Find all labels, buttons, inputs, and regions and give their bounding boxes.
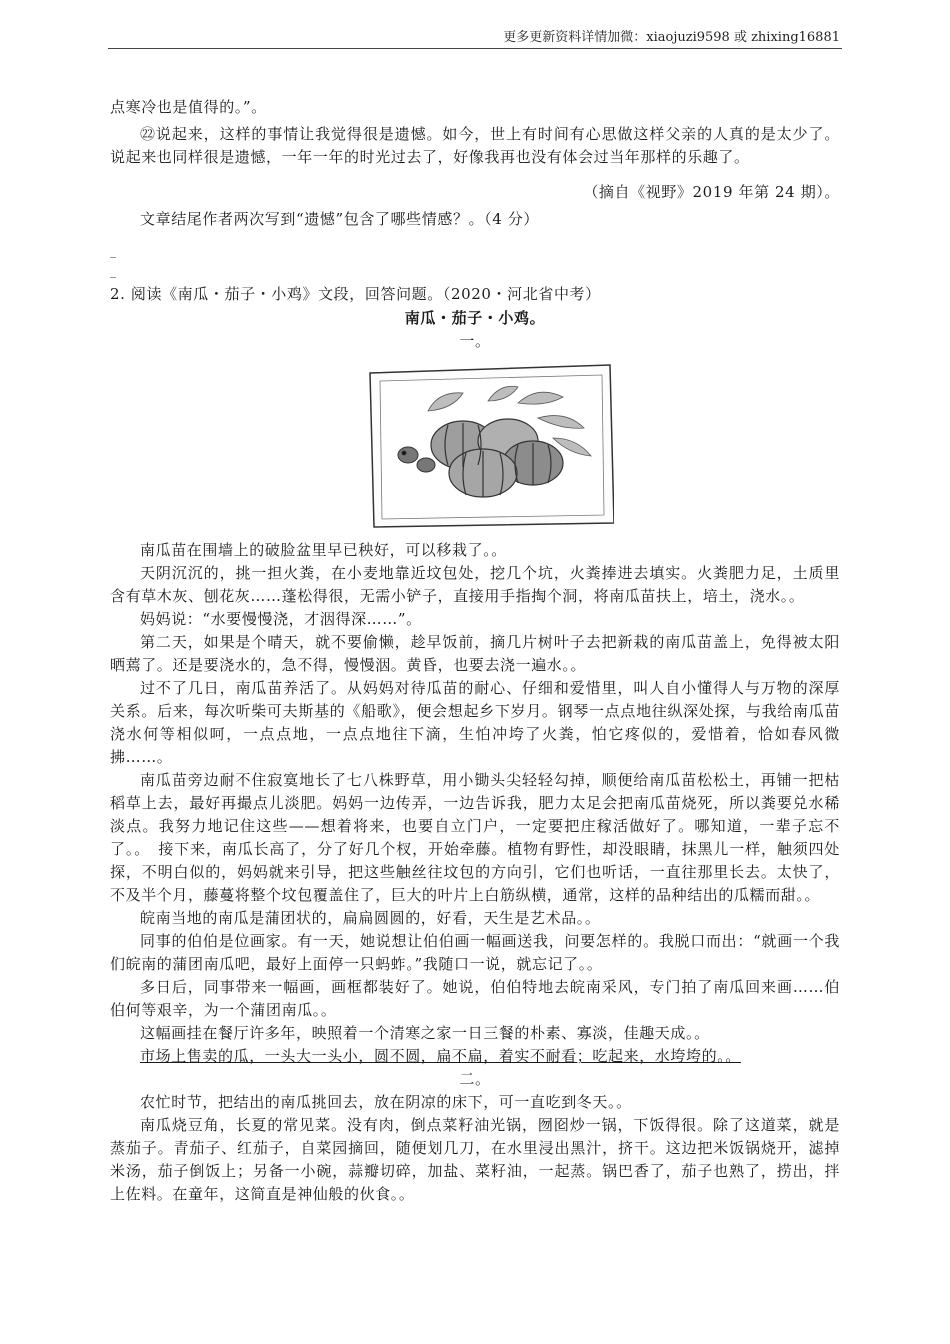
paragraph: 天阴沉沉的，挑一担火粪，在小麦地靠近坟包处，挖几个坑，火粪捧进去填实。火粪肥力足，土质里含有草木灰、刨花灰……蓬松得很，无需小铲子，直接用手指掏个洞，将南瓜苗扶上，培土，浇水。。 [110,564,840,605]
paragraph: 同事的伯伯是位画家。有一天，她说想让伯伯画一幅画送我，问要怎样的。我脱口而出：“就画一个我们皖南的蒲团南瓜吧，最好上面停一只蚂蚱。”我随口一说，就忘记了。。 [110,932,840,973]
paragraph: 南瓜烧豆角，长夏的常见菜。没有肉，倒点菜籽油光锅，囫囵炒一锅，下饭得很。除了这道菜，就是蒸茄子。青茄子、红茄子，自菜园摘回，随便划几刀，在水里浸出黑汁，挤干。这边把米饭锅烧开，滤掉米汤，茄子倒饭上；另备一小碗，蒜瓣切碎，加盐、菜籽油，一起蒸。锅巴香了，茄子也熟了，捞出，拌上佐料。在童年，这简直是神仙般的伙食。。 [110,1116,840,1203]
paragraph: 妈妈说：“水要慢慢浇，才洇得深……”。 [140,610,422,628]
paragraph: 过不了几日，南瓜苗养活了。从妈妈对待瓜苗的耐心、仔细和爱惜里，叫人自小懂得人与万物的深厚关系。后来，每次听柴可夫斯基的《船歌》，便会想起乡下岁月。钢琴一点点地往纵深处探，与我给南瓜苗浇水何等相似呵，一点点地，一点点地往下滴，生怕冲垮了火粪，怕它疼似的，爱惜着，恰如春风微拂……。 [110,679,840,766]
paragraph: 皖南当地的南瓜是蒲团状的，扁扁圆圆的，好看，天生是艺术品。。 [140,909,601,927]
paragraph: 农忙时节，把结出的南瓜挑回去，放在阴凉的床下，可一直吃到冬天。。 [140,1093,632,1111]
answer-blank: _ [110,244,117,258]
question: 文章结尾作者两次写到“遗憾”包含了哪些情感？。（4 分） [140,210,539,228]
question-intro: 2. 阅读《南瓜・茄子・小鸡》文段，回答问题。（2020・河北省中考） [110,285,601,303]
document-body [110,96,840,1206]
section-heading: 二。 [459,1070,491,1088]
paragraph: 第二天，如果是个晴天，就不要偷懒，趁早饭前，摘几片树叶子去把新栽的南瓜苗盖上，免得被太阳晒蔫了。还是要浇水的，急不得，慢慢洇。黄昏，也要去浇一遍水。。 [110,633,840,674]
paragraph: 点寒冷也是值得的。”。 [110,98,267,116]
paragraph: 多日后，同事带来一幅画，画框都装好了。她说，伯伯特地去皖南采风，专门拍了南瓜回来画……伯伯何等艰辛，为一个蒲团南瓜。。 [110,978,840,1019]
paragraph: 这幅画挂在餐厅许多年，映照着一个清寒之家一日三餐的朴素、寡淡，佳趣天成。。 [140,1024,710,1042]
page-header-text: 更多更新资料详情加微：xiaojuzi9598 或 zhixing16881 [503,30,840,45]
section-heading: 一。 [459,332,491,350]
paragraph: ㉒说起来，这样的事情让我觉得很是遗憾。如今，世上有时间有心思做这样父亲的人真的是太少了。说起来也同样很是遗憾，一年一年的时光过去了，好像我再也没有体会过当年那样的乐趣了。 [110,125,840,166]
header-divider [108,48,842,49]
paragraph: 南瓜苗在围墙上的破脸盆里早已秧好，可以移栽了。。 [140,541,507,559]
underlined-sentence: 市场上售卖的瓜，一头大一头小，圆不圆，扁不扁，着实不耐看；吃起来，水垮垮的。。 [140,1047,741,1065]
answer-blank: _ [110,264,117,278]
article-title: 南瓜・茄子・小鸡。 [404,309,546,327]
source-citation: （摘自《视野》2019 年第 24 期）。 [583,183,840,201]
paragraph: 南瓜苗旁边耐不住寂寞地长了七八株野草，用小锄头尖轻轻勾掉，顺便给南瓜苗松松土，再铺一把枯稻草上去，最好再撮点儿淡肥。妈妈一边传弄，一边告诉我，肥力太足会把南瓜苗烧死，所以粪要兑水稀淡点。我努力地记住这些——想着将来，也要自立门户，一定要把庄稼活做好了。哪知道，一辈子忘不了。。 接下来，南瓜长高了，分了好几个杈，开始牵藤。植物有野性，却没眼睛，抹黑儿一样，触须四处探，不明白似的，妈妈就来引导，把这些触丝往坟包的方向引，它们也听话，一直往那里长去。太快了，不及半个月，藤蔓将整个坟包覆盖住了，巨大的叶片上白筋纵横，通常，这样的品种结出的瓜糯而甜。。 [110,771,840,904]
pumpkin-painting-image [368,363,614,529]
